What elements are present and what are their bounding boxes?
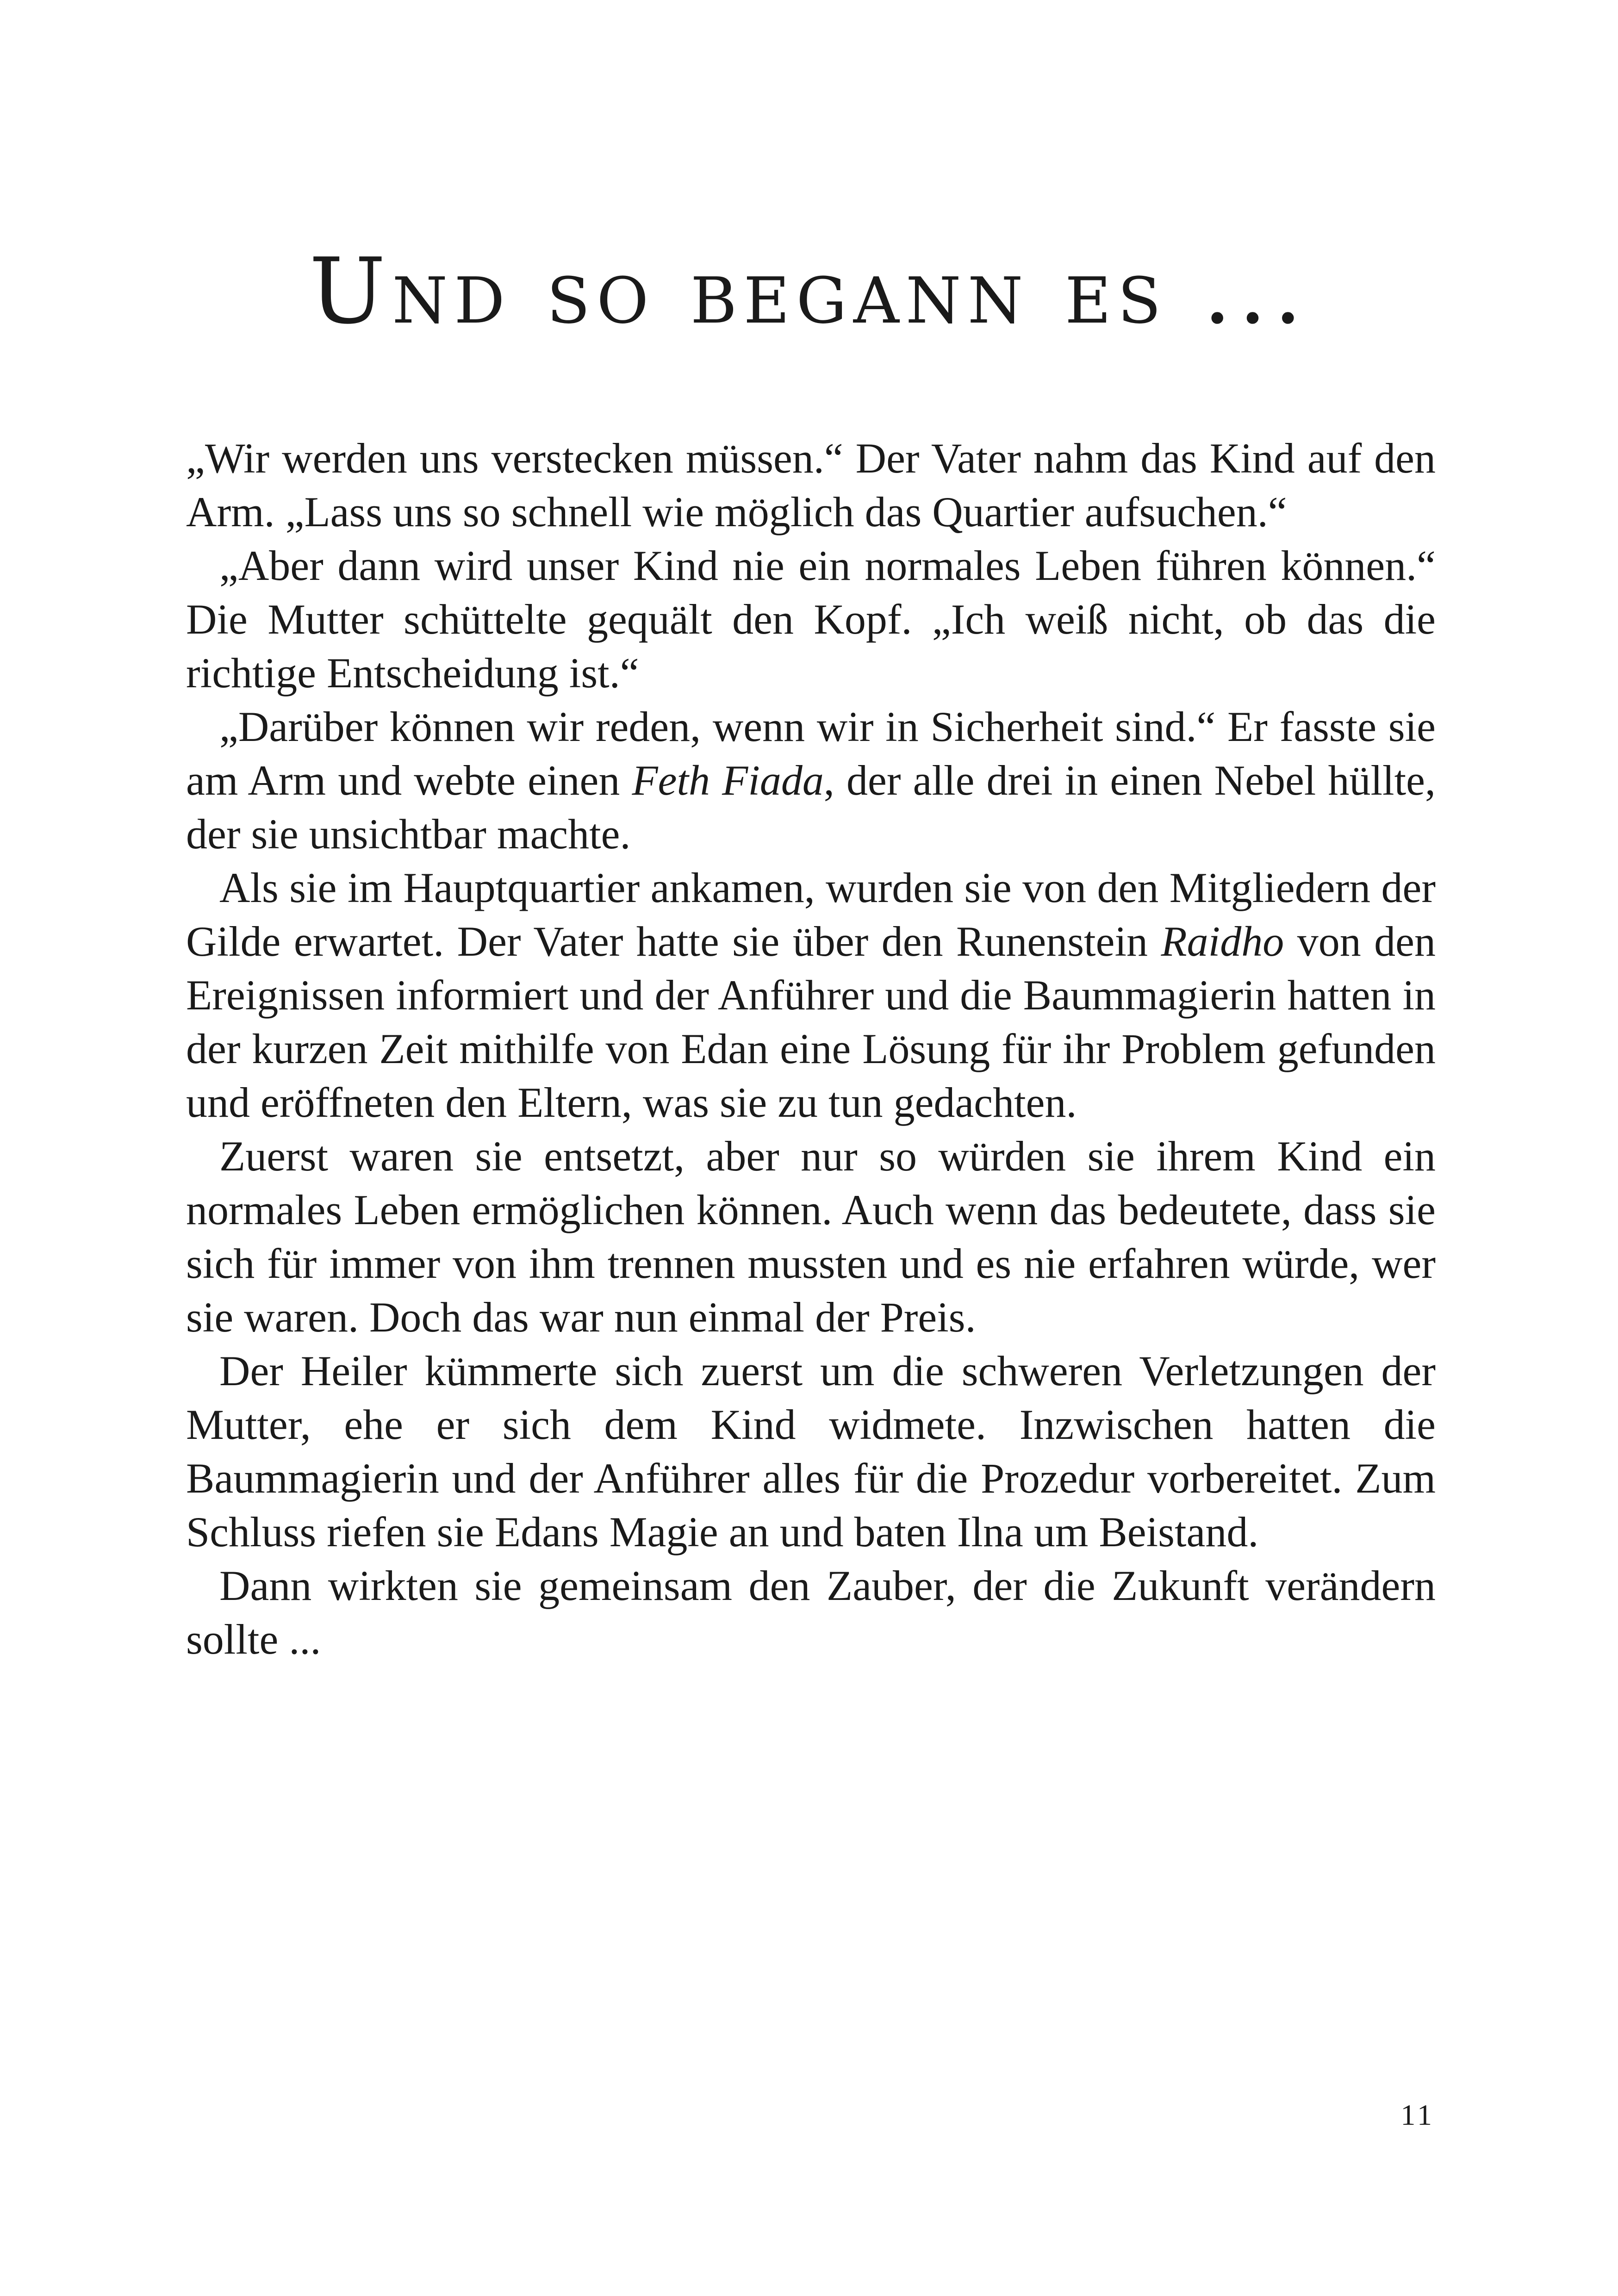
paragraph-1: „Wir werden uns verstecken müssen.“ Der Vater nahm das Kind auf den Arm. „Lass uns so schnell wie möglich das Quartier aufsuchen.“	[186, 435, 1436, 535]
paragraph-6: Der Heiler kümmerte sich zuerst um die schweren Verletzungen der Mutter, ehe er sich dem Kind widmete. Inzwischen hatten die Baummagierin und der Anführer alles für die Prozedur vorbereitet. Zum Schluss riefen sie Edans Magie an und baten Ilna um Beistand.	[186, 1347, 1436, 1556]
spell-name-feth-fiada: Feth Fiada	[632, 757, 824, 804]
paragraph-4-text-before: Als sie im Hauptquartier ankamen, wurden sie von den Mitgliedern der Gilde erwartet. Der Vater hatte sie über den Runenstein	[186, 864, 1436, 965]
paragraph-3-text-before: „Darüber können wir reden, wenn wir in Sicherheit sind.“ Er fasste sie am Arm und webte einen	[186, 703, 1436, 804]
page-number: 11	[1400, 2098, 1435, 2131]
paragraph-2: „Aber dann wird unser Kind nie ein normales Leben führen können.“ Die Mutter schüttelte gequält den Kopf. „Ich weiß nicht, ob das die richtige Entscheidung ist.“	[186, 542, 1436, 697]
paragraph-5: Zuerst waren sie entsetzt, aber nur so würden sie ihrem Kind ein normales Leben ermöglichen können. Auch wenn das bedeutete, dass sie sich für immer von ihm trennen mussten und es nie erfahren würde, wer sie waren. Doch das war nun einmal der Preis.	[186, 1132, 1436, 1341]
paragraph-7: Dann wirkten sie gemeinsam den Zauber, der die Zukunft verändern sollte ...	[186, 1562, 1436, 1663]
paragraph-3	[186, 700, 1436, 861]
chapter-body	[186, 431, 1436, 1666]
paragraph-4	[186, 861, 1436, 1129]
paragraph-3-text-after: , der alle drei in einen Nebel hüllte, der sie unsichtbar machte.	[186, 757, 1436, 858]
chapter-title: Und so begann es ...	[309, 239, 1309, 344]
paragraph-4-text-after: von den Ereignissen informiert und der Anführer und die Baummagierin hatten in der kurzen Zeit mithilfe von Edan eine Lösung für ihr Problem gefunden und eröffneten den Eltern, was sie zu tun gedachten.	[186, 918, 1436, 1126]
rune-name-raidho: Raidho	[1161, 918, 1284, 965]
